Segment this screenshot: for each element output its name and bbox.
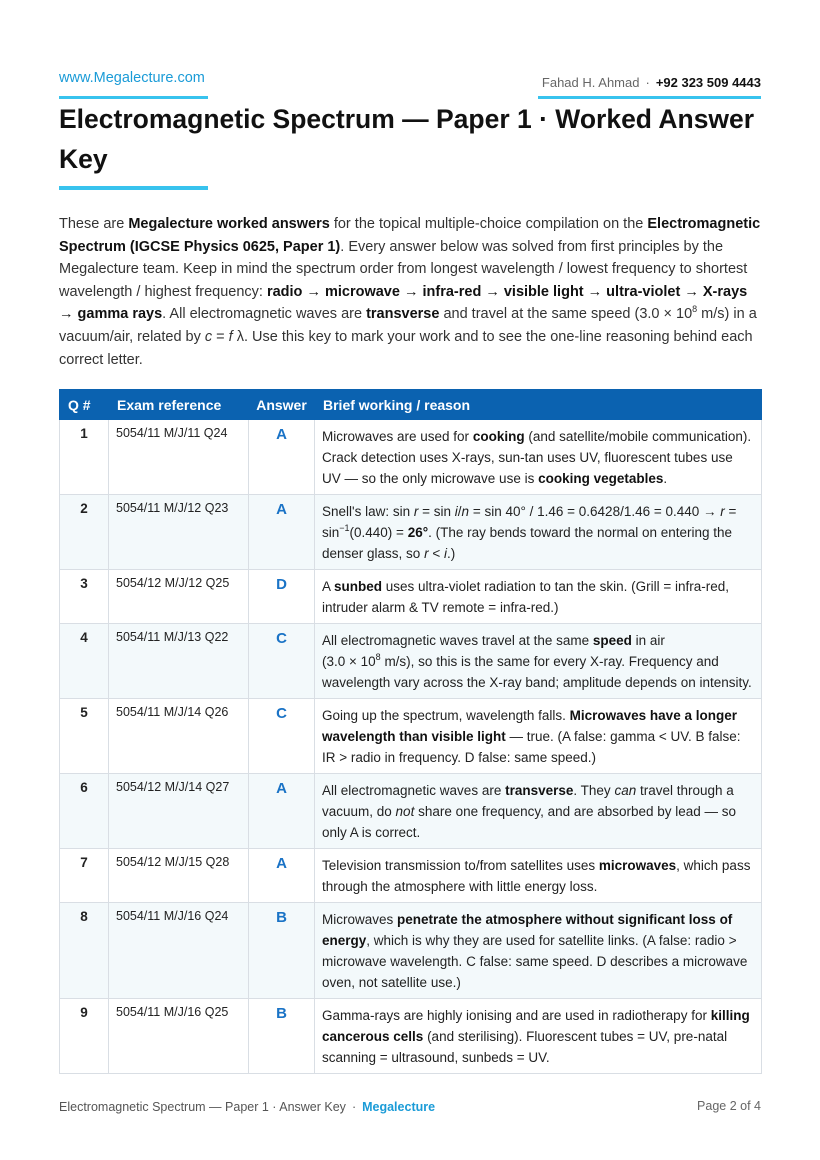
table-header-row (60, 390, 762, 420)
exam-reference: 5054/11 M/J/16 Q25 (109, 999, 249, 1074)
intro-text: and travel at the same speed (3.0 × 10 (439, 306, 693, 323)
answer-letter: A (249, 849, 315, 903)
answer-letter: A (249, 774, 315, 849)
table-row (60, 495, 762, 570)
exam-reference: 5054/11 M/J/11 Q24 (109, 420, 249, 495)
table-row (60, 420, 762, 495)
exam-reference: 5054/11 M/J/13 Q22 (109, 624, 249, 699)
question-number: 2 (60, 495, 109, 570)
working-text: Gamma-rays are highly ionising and are used in radiotherapy for killing cancerous cells (and sterilising). Fluorescent tubes = UV, pre-natal scanning = ultrasound, sunbeds = UV. (315, 999, 762, 1074)
question-number: 7 (60, 849, 109, 903)
col-header-question: Q # (60, 390, 109, 420)
answer-key-table (59, 389, 762, 1074)
intro-text: . Every answer below was solved from first principles by the Megalecture team. Keep in mind the spectrum order from longest wavelength / lowest frequency to shortest wavelength / highest frequency: (59, 238, 748, 300)
answer-letter: D (249, 570, 315, 624)
page-title: Electromagnetic Spectrum — Paper 1 · Worked Answer Key (59, 104, 755, 174)
page-footer (59, 1097, 761, 1117)
answer-letter: A (249, 495, 315, 570)
working-text: All electromagnetic waves travel at the same speed in air ($3.0 \times 10^8$ m/s), so this is the same for every X-ray. Frequency and wavelength vary across the X-ray band; amplitude depends on intensity. (315, 624, 762, 699)
working-text: Television transmission to/from satellites uses microwaves, which pass through the atmosphere with little energy loss. (315, 849, 762, 903)
answer-letter: B (249, 903, 315, 999)
answer-letter: C (249, 624, 315, 699)
footer-title (59, 1100, 435, 1114)
exam-reference: 5054/11 M/J/14 Q26 (109, 699, 249, 774)
intro-text: for the topical multiple-choice compilation on the (329, 216, 648, 232)
question-number: 1 (60, 420, 109, 495)
table-row (60, 699, 762, 774)
working-text: Microwaves penetrate the atmosphere without significant loss of energy, which is why they are used for satellite links. (A false: radio > microwave wavelength. C false: same speed. D describes a microwave oven, not satellite use.) (315, 903, 762, 999)
contact-separator: · (645, 75, 650, 90)
footer-brand: Megalecture (362, 1100, 436, 1114)
phone-number: +92 323 509 4443 (655, 75, 761, 90)
footer-doc-name: Electromagnetic Spectrum — Paper 1 · Answer Key (59, 1100, 346, 1114)
question-number: 6 (60, 774, 109, 849)
col-header-working: Brief working / reason (315, 390, 762, 420)
working-text: All electromagnetic waves are transverse. They can travel through a vacuum, do not share one frequency, and are absorbed by lead — so only A is correct. (315, 774, 762, 849)
intro-text: These are (59, 216, 129, 232)
working-text: A sunbed uses ultra-violet radiation to tan the skin. (Grill = infra-red, intruder alarm & TV remote = infra-red.) (315, 570, 762, 624)
table-row (60, 903, 762, 999)
col-header-reference: Exam reference (109, 390, 249, 420)
question-number: 3 (60, 570, 109, 624)
table-row (60, 624, 762, 699)
author-name: Fahad H. Ahmad (541, 75, 640, 90)
intro-italic: f (228, 328, 233, 345)
intro-text: . All electromagnetic waves are (162, 306, 367, 323)
question-number: 5 (60, 699, 109, 774)
intro-text: m/s) in a vacuum/air, related by (59, 306, 757, 345)
title-rule (59, 186, 208, 190)
footer-separator: · (351, 1100, 357, 1114)
intro-emphasis: transverse (366, 306, 440, 323)
question-number: 8 (60, 903, 109, 999)
exam-reference: 5054/11 M/J/12 Q23 (109, 495, 249, 570)
working-text: Snell's law: $\sin r = \sin i/n = \sin 40^\circ / 1.46 = 0.6428/1.46 = 0.440 \to r = \sin^{-1}(0.440) = 26^\circ$. (The ray bends toward the normal on entering the denser glass, so r < i.) (315, 495, 762, 570)
question-number: 9 (60, 999, 109, 1074)
col-header-answer: Answer (249, 390, 315, 420)
exam-reference: 5054/12 M/J/12 Q25 (109, 570, 249, 624)
answer-letter: A (249, 420, 315, 495)
exam-reference: 5054/12 M/J/15 Q28 (109, 849, 249, 903)
table-row (60, 570, 762, 624)
intro-text: = (212, 328, 229, 345)
exam-reference: 5054/12 M/J/14 Q27 (109, 774, 249, 849)
page-number: Page 2 of 4 (697, 1099, 761, 1113)
contact-info (542, 75, 761, 90)
table-row (60, 774, 762, 849)
working-text: Microwaves are used for cooking (and satellite/mobile communication). Crack detection uses X-rays, sun-tan uses UV, fluorescent tubes use UV — so the only microwave use is cooking vegetables. (315, 420, 762, 495)
answer-letter: B (249, 999, 315, 1074)
question-number: 4 (60, 624, 109, 699)
intro-italic: c (204, 328, 213, 345)
table-row (60, 999, 762, 1074)
table-row (60, 849, 762, 903)
intro-text: λ. Use this key to mark your work and to see the one-line reasoning behind each correct letter. (59, 328, 753, 368)
page-header (59, 70, 761, 100)
answer-letter: C (249, 699, 315, 774)
intro-emphasis: Electromagnetic Spectrum (IGCSE Physics 0625, Paper 1) (59, 216, 761, 255)
working-text: Going up the spectrum, wavelength falls. Microwaves have a longer wavelength than visible light — true. (A false: gamma < UV. B false: IR > radio in frequency. D false: same speed.) (315, 699, 762, 774)
site-link[interactable]: www.Megalecture.com (59, 70, 205, 86)
spectrum-order: radio → microwave → infra-red → visible light → ultra-violet → X-rays → gamma rays (59, 283, 748, 323)
intro-paragraph (59, 213, 763, 371)
exam-reference: 5054/11 M/J/16 Q24 (109, 903, 249, 999)
intro-superscript: 8 (692, 304, 698, 315)
intro-emphasis: Megalecture worked answers (128, 216, 330, 232)
